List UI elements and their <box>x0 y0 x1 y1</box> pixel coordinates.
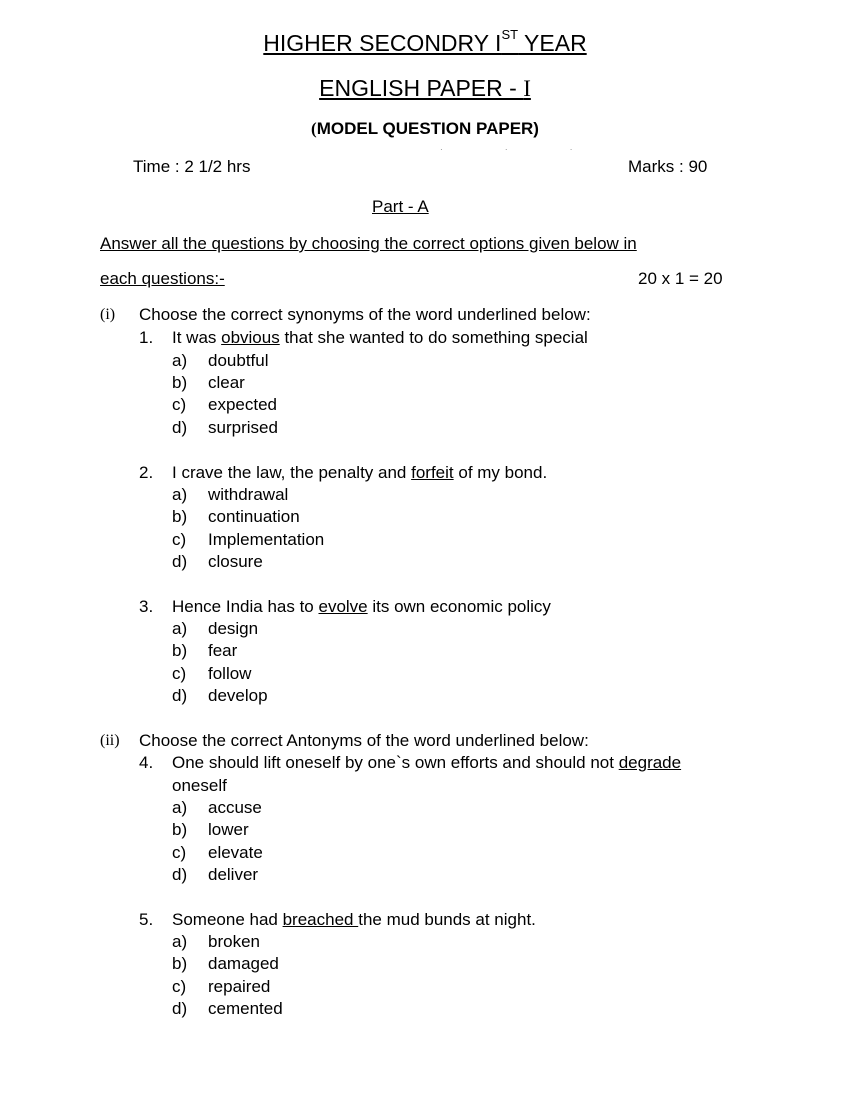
option-letter: b) <box>172 507 188 526</box>
underlined-word: breached <box>282 910 359 929</box>
option-letter: b) <box>172 373 188 392</box>
title-superscript: ST <box>501 27 519 42</box>
instruction-line-1: Answer all the questions by choosing the correct options given below in <box>100 234 637 253</box>
paper-subtitle-text: ENGLISH PAPER - <box>319 75 524 101</box>
option-text: deliver <box>208 865 259 884</box>
question-text: It was obvious that she wanted to do something special <box>172 328 588 347</box>
option-text: develop <box>208 686 268 705</box>
option-text: design <box>208 619 259 638</box>
instruction-line-2: each questions:- <box>100 269 225 288</box>
question-number: 3. <box>139 597 154 616</box>
part-score: 20 x 1 = 20 <box>638 269 723 288</box>
option-letter: c) <box>172 395 187 414</box>
option-text: lower <box>208 820 249 839</box>
option-letter: a) <box>172 485 188 504</box>
question-number: 2. <box>139 463 154 482</box>
option-text: continuation <box>208 507 300 526</box>
option-letter: a) <box>172 619 188 638</box>
question-text: Someone had breached the mud bunds at night. <box>172 910 536 929</box>
option-text: expected <box>208 395 277 414</box>
underlined-word: forfeit <box>411 463 454 482</box>
option-text: fear <box>208 641 238 660</box>
question-number: 4. <box>139 753 154 772</box>
option-letter: a) <box>172 932 188 951</box>
question-text: Hence India has to evolve its own economic policy <box>172 597 551 616</box>
paper-subtitle <box>0 75 850 102</box>
scan-artifact: · · · <box>440 145 603 154</box>
option-letter: c) <box>172 977 187 996</box>
paper-numeral: I <box>523 76 531 101</box>
option-letter: c) <box>172 843 187 862</box>
paper-title <box>0 27 850 57</box>
question-text: One should lift oneself by one`s own efforts and should not degrade <box>172 753 682 772</box>
option-text: doubtful <box>208 351 269 370</box>
section-instruction: Choose the correct synonyms of the word underlined below: <box>139 305 591 324</box>
question-number: 5. <box>139 910 154 929</box>
option-text: clear <box>208 373 245 392</box>
option-letter: b) <box>172 820 188 839</box>
option-text: follow <box>208 664 252 683</box>
option-letter: d) <box>172 865 188 884</box>
underlined-word: evolve <box>318 597 368 616</box>
part-heading: Part - A <box>372 197 429 216</box>
time-allowed: Time : 2 1/2 hrs <box>133 157 251 176</box>
option-text: damaged <box>208 954 279 973</box>
option-letter: c) <box>172 530 187 549</box>
option-letter: d) <box>172 552 188 571</box>
option-letter: b) <box>172 641 188 660</box>
model-paper-label <box>0 119 850 139</box>
model-paper-text: MODEL QUESTION PAPER) <box>316 119 539 138</box>
question-number: 1. <box>139 328 154 347</box>
total-marks: Marks : 90 <box>628 157 708 176</box>
option-text: elevate <box>208 843 263 862</box>
underlined-word: obvious <box>221 328 280 347</box>
section-numeral: (ii) <box>100 732 120 749</box>
option-text: surprised <box>208 418 278 437</box>
section-instruction: Choose the correct Antonyms of the word underlined below: <box>139 731 589 750</box>
option-letter: d) <box>172 686 188 705</box>
option-text: Implementation <box>208 530 325 549</box>
option-text: repaired <box>208 977 271 996</box>
option-letter: d) <box>172 999 188 1018</box>
option-letter: b) <box>172 954 188 973</box>
question-text: I crave the law, the penalty and forfeit of my bond. <box>172 463 548 482</box>
section-numeral: (i) <box>100 306 116 323</box>
option-text: closure <box>208 552 263 571</box>
option-letter: a) <box>172 351 188 370</box>
option-letter: a) <box>172 798 188 817</box>
option-text: withdrawal <box>208 485 289 504</box>
question-text-continuation: oneself <box>172 776 227 795</box>
paper-title-text: HIGHER SECONDRY IST YEAR <box>263 27 587 56</box>
option-letter: d) <box>172 418 188 437</box>
model-open-paren: ( <box>311 119 317 138</box>
option-letter: c) <box>172 664 187 683</box>
option-text: accuse <box>208 798 262 817</box>
underlined-word: degrade <box>618 753 682 772</box>
option-text: broken <box>208 932 260 951</box>
option-text: cemented <box>208 999 283 1018</box>
